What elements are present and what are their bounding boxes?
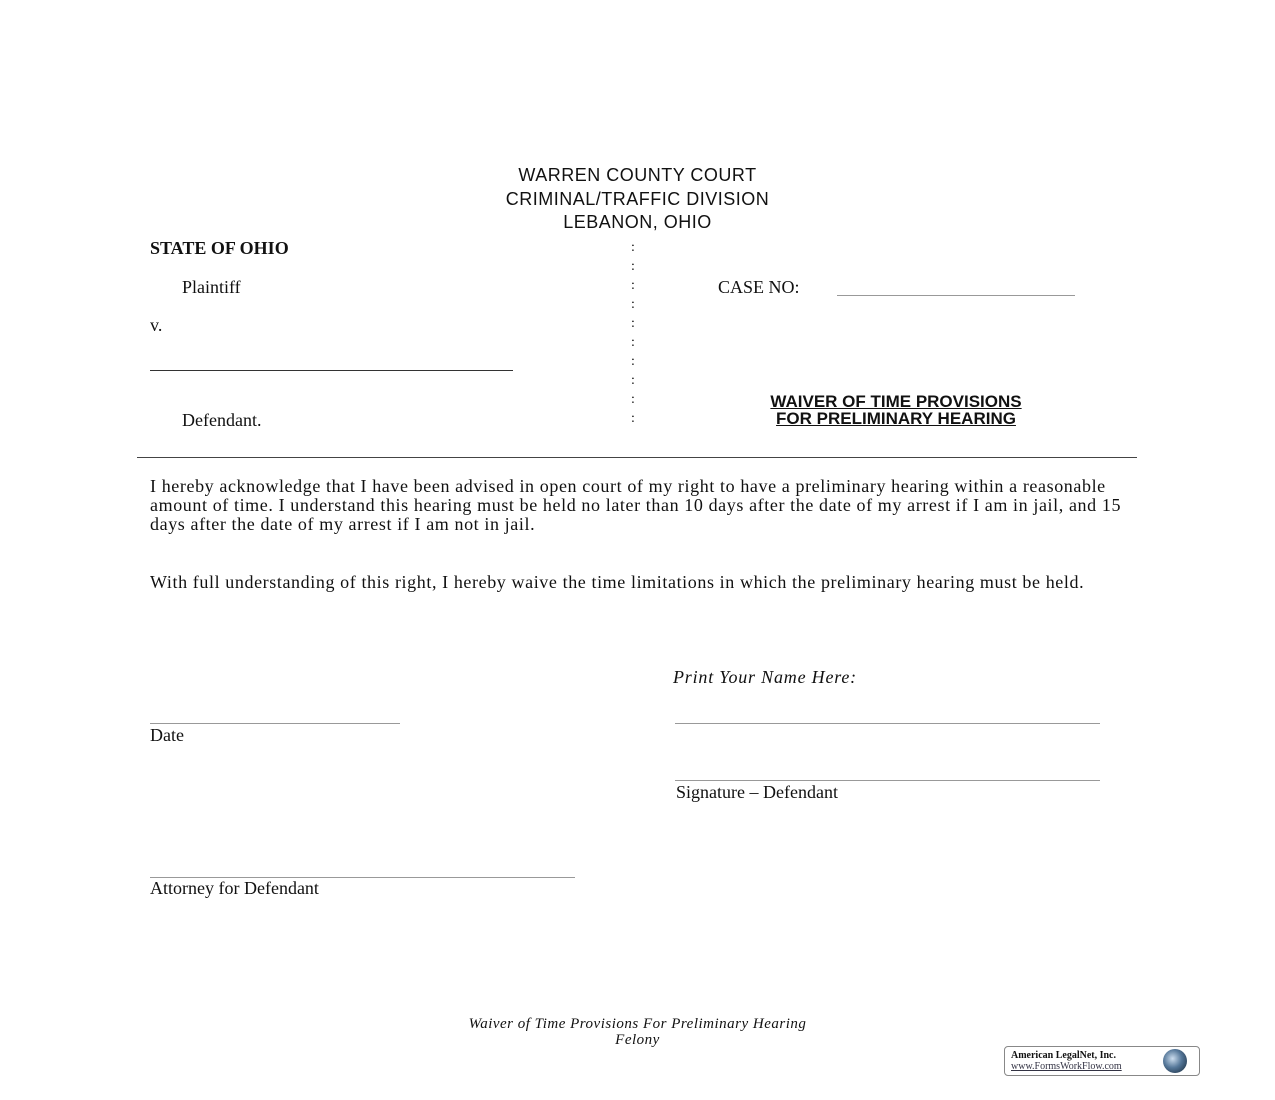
form-title-line1: WAIVER OF TIME PROVISIONS [770,392,1022,411]
caption-colon: : [631,411,635,426]
caption-colon: : [631,278,635,293]
caption-colon: : [631,240,635,255]
footer-subtitle: Felony [615,1032,660,1048]
logo-company: American LegalNet, Inc. [1011,1050,1116,1061]
caption-colon: : [631,297,635,312]
caption-colon: : [631,259,635,274]
form-title-line2: FOR PRELIMINARY HEARING [776,409,1016,428]
plaintiff-name: STATE OF OHIO [150,238,289,258]
defendant-name-line [150,370,513,371]
date-line[interactable] [150,723,400,724]
defendant-label: Defendant. [182,410,262,430]
signature-line[interactable] [675,780,1100,781]
acknowledgement-paragraph: I hereby acknowledge that I have been advised in open court of my right to have a preliminary hearing within a reasonable amount of time. I understand this hearing must be held no later than 10 days after the date of my arrest if I am in jail, and 15 days after the date of my arrest if I am not in jail. [150,476,1122,534]
footer-title: Waiver of Time Provisions For Preliminary Hearing [468,1016,807,1032]
globe-icon [1163,1049,1187,1073]
waiver-paragraph: With full understanding of this right, I hereby waive the time limitations in which the preliminary hearing must be held. [150,572,1085,592]
print-name-line[interactable] [675,723,1100,724]
divider [137,457,1137,458]
american-legalnet-logo [1004,1046,1200,1076]
caption-colon: : [631,392,635,407]
plaintiff-label: Plaintiff [182,277,241,297]
court-name: WARREN COUNTY COURT [518,165,757,185]
case-no-field[interactable] [837,295,1075,296]
division-name: CRIMINAL/TRAFFIC DIVISION [505,189,770,209]
print-name-label: Print Your Name Here: [673,667,857,687]
caption-colon: : [631,373,635,388]
signature-label: Signature – Defendant [676,782,838,802]
attorney-label: Attorney for Defendant [150,878,319,898]
caption-colon: : [631,316,635,331]
caption-colon: : [631,354,635,369]
versus-label: v. [150,315,163,335]
logo-url-link[interactable]: www.FormsWorkFlow.com [1011,1061,1122,1072]
date-label: Date [150,725,184,745]
court-location: LEBANON, OHIO [563,212,712,232]
case-no-label: CASE NO: [718,277,800,297]
caption-colon: : [631,335,635,350]
